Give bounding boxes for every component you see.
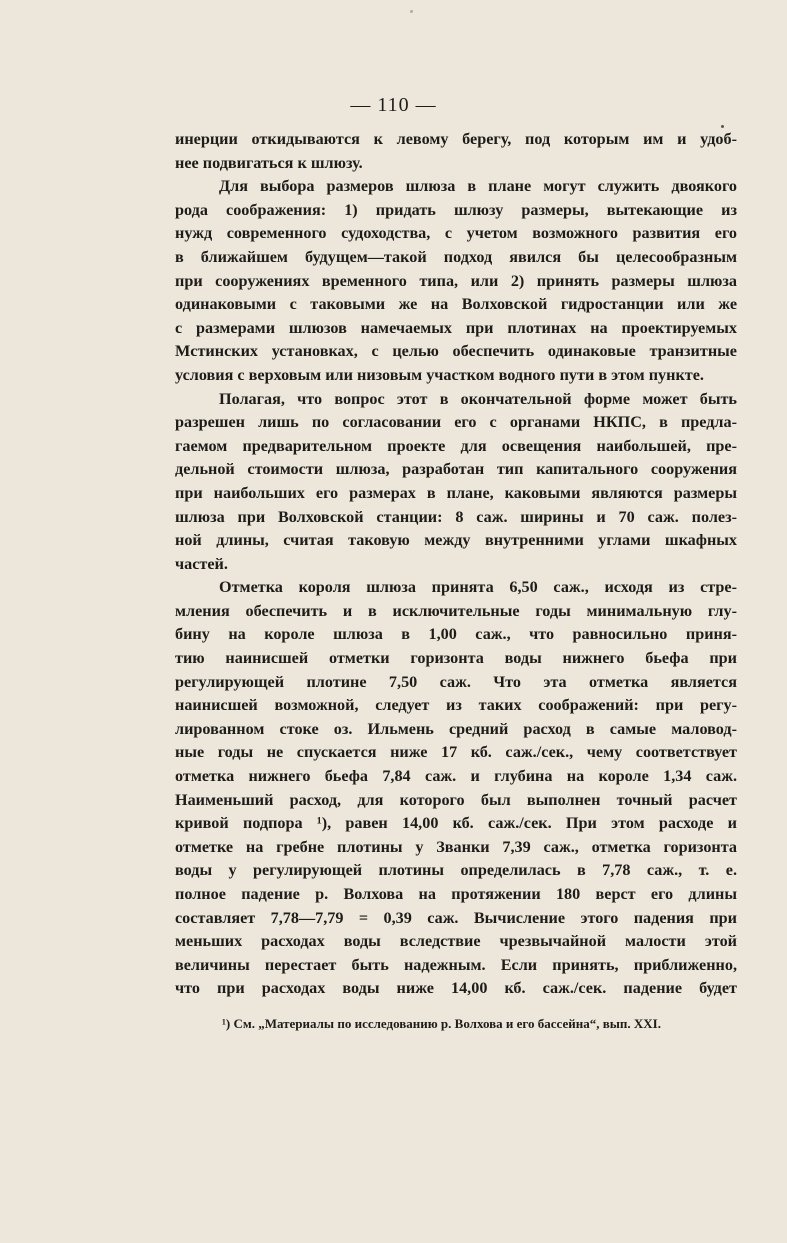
text-line: бину на короле шлюза в 1,00 саж., что равносильно приня- bbox=[175, 625, 737, 644]
text-line: нее подвигаться к шлюзу. bbox=[175, 153, 363, 172]
text-line: воды у регулирующей плотины определилась в 7,78 саж., т. е. bbox=[175, 861, 737, 880]
page-number: — 110 — bbox=[350, 94, 437, 116]
text-line: Полагая, что вопрос этот в окончательной форме может быть bbox=[219, 389, 737, 408]
text-line: мления обеспечить и в исключительные годы минимальную глу- bbox=[175, 601, 737, 620]
text-line: инерции откидываются к левому берегу, под которым им и удоб- bbox=[175, 130, 737, 148]
text-line: дельной стоимости шлюза, разработан тип капитального сооружения bbox=[175, 460, 737, 479]
text-line: наинисшей возможной, следует из таких соображений: при регу- bbox=[175, 696, 737, 715]
text-line: условия с верховым или низовым участком водного пути в этом пункте. bbox=[175, 365, 704, 384]
text-line: шлюза при Волховской станции: 8 саж. ширины и 70 саж. полез- bbox=[175, 507, 737, 526]
body-text bbox=[175, 128, 737, 1001]
text-line: кривой подпора ¹), равен 14,00 кб. саж./сек. При этом расходе и bbox=[175, 814, 737, 833]
text-line: в ближайшем будущем—такой подход явился бы целесообразным bbox=[175, 247, 737, 266]
text-line: при наибольших его размерах в плане, каковыми являются размеры bbox=[175, 483, 737, 502]
text-line: нужд современного судоходства, с учетом возможного развития его bbox=[175, 224, 737, 243]
text-line: Мстинских установках, с целью обеспечить одинаковые транзитные bbox=[175, 342, 737, 361]
speck-mark bbox=[721, 125, 724, 128]
text-line: Отметка короля шлюза принята 6,50 саж., исходя из стре- bbox=[219, 578, 737, 597]
text-line: величины перестает быть надежным. Если принять, приближенно, bbox=[175, 955, 737, 974]
text-line: регулирующей плотине 7,50 саж. Что эта отметка является bbox=[175, 672, 737, 691]
text-line: тию наинисшей отметки горизонта воды нижнего бьефа при bbox=[175, 649, 737, 668]
text-line: что при расходах воды ниже 14,00 кб. саж./сек. падение будет bbox=[175, 979, 737, 998]
text-line: одинаковыми с таковыми же на Волховской гидростанции или же bbox=[175, 295, 737, 314]
text-line: частей. bbox=[175, 554, 228, 573]
text-line: рода соображения: 1) придать шлюзу размеры, вытекающие из bbox=[175, 200, 737, 219]
text-line: лированном стоке оз. Ильмень средний расход в самые маловод- bbox=[175, 719, 737, 738]
text-line: ной длины, считая таковую между внутренними углами шкафных bbox=[175, 531, 737, 550]
speck-mark bbox=[410, 10, 413, 13]
text-line: меньших расходах воды вследствие чрезвычайной малости этой bbox=[175, 932, 737, 951]
text-line: ные годы не спускается ниже 17 кб. саж./сек., чему соответствует bbox=[175, 743, 737, 762]
text-line: полное падение р. Волхова на протяжении 180 верст его длины bbox=[175, 885, 737, 903]
footnote: ¹) См. „Материалы по исследованию р. Волхова и его бассейна“, вып. XXI. bbox=[222, 1016, 661, 1031]
text-line: при сооружениях временного типа, или 2) принять размеры шлюза bbox=[175, 271, 737, 290]
text-line: отметке на гребне плотины у Званки 7,39 саж., отметка горизонта bbox=[175, 837, 737, 856]
text-line: Наименьший расход, для которого был выполнен точный расчет bbox=[175, 790, 737, 809]
text-line: Для выбора размеров шлюза в плане могут служить двоякого bbox=[219, 177, 737, 196]
text-line: с размерами шлюзов намечаемых при плотинах на проектируемых bbox=[175, 318, 737, 337]
text-line: составляет 7,78—7,79 = 0,39 саж. Вычисление этого падения при bbox=[175, 908, 737, 927]
text-line: гаемом предварительном проекте для освещения наибольшей, пре- bbox=[175, 436, 737, 455]
text-line: отметка нижнего бьефа 7,84 саж. и глубина на короле 1,34 саж. bbox=[175, 767, 737, 786]
text-line: разрешен лишь по согласовании его с органами НКПС, в предла- bbox=[175, 413, 737, 432]
